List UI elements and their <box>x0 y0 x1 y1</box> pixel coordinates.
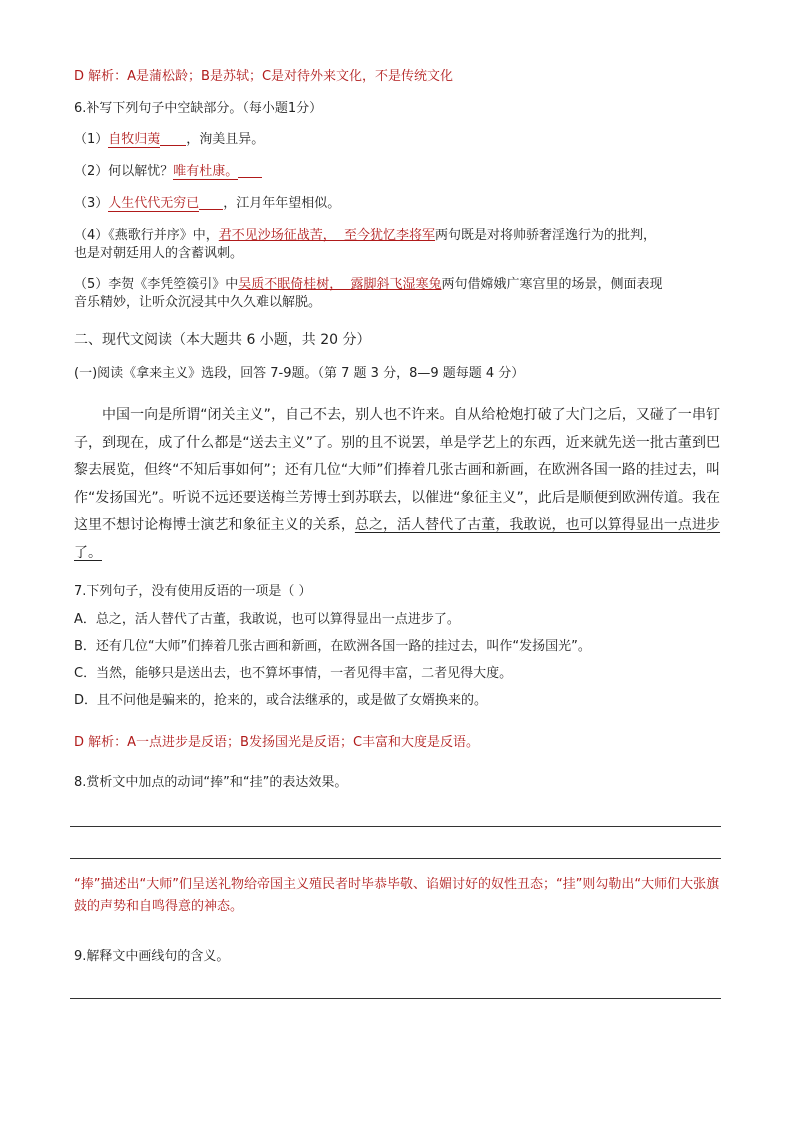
q6-item-3-answer: 人生代代无穷已 <box>108 196 200 211</box>
passage-underlined-sentence: 总之，活人替代了古董，我敢说，也可以算得显出一点进步了。 <box>74 517 721 561</box>
q7-option-b: B．还有几位“大师”们捧着几张古画和新画，在欧洲各国一路的挂过去，叫作“发扬国光”。 <box>74 639 591 654</box>
q6-item-4-pre: （4）《燕歌行并序》中， <box>74 228 219 243</box>
q6-item-2 <box>74 163 262 181</box>
passage-text: 中国一向是所谓“闭关主义”，自己不去，别人也不许来。自从给枪炮打破了大门之后，又碰了一串钉子，到现在，成了什么都是“送去主义”了。别的且不说罢，单是学艺上的东西，近来就先送一批古董到巴黎去展览，但终“不知后事如何”；还有几位“大师”们捧着几张古画和新画，在欧洲各国一路的挂过去，叫作“发扬国光”。听说不远还要送梅兰芳博士到苏联去，以催进“象征主义”，此后是顺便到欧洲传道。我在这里不想讨论梅博士演艺和象征主义的关系， <box>74 407 720 533</box>
q7-option-c: C．当然，能够只是送出去，也不算坏事情，一者见得丰富，二者见得大度。 <box>74 666 513 681</box>
q7-option-a: A．总之，活人替代了古董，我敢说，也可以算得显出一点进步了。 <box>74 612 460 627</box>
q6-title: 6.补写下列句子中空缺部分。（每小题1分） <box>74 101 323 116</box>
q8-stem: 8.赏析文中加点的动词“捧”和“挂”的表达效果。 <box>74 775 348 790</box>
answer-line <box>70 998 721 999</box>
q6-item-3-num: （3） <box>74 196 109 211</box>
blank-extension <box>160 131 186 146</box>
q6-item-5 <box>74 276 663 294</box>
q6-item-3-rest: ，江月年年望相似。 <box>223 196 341 211</box>
q7-answer: D 解析：A一点进步是反语；B发扬国光是反语；C丰富和大度是反语。 <box>74 735 480 750</box>
section-title: 二、现代文阅读（本大题共 6 小题，共 20 分） <box>74 332 371 348</box>
blank-extension <box>199 195 223 210</box>
q9-stem: 9.解释文中画线句的含义。 <box>74 949 230 964</box>
q6-item-5-line2: 音乐精妙，让听众沉浸其中久久难以解脱。 <box>74 295 322 310</box>
answer-line <box>70 826 721 827</box>
reading-passage <box>74 402 720 567</box>
q6-item-1-rest: ，洵美且异。 <box>186 132 265 147</box>
q6-item-5-post: 两句借嫦娥广寒宫里的场景，侧面表现 <box>441 277 663 292</box>
q6-item-4-line2: 也是对朝廷用人的含蓄讽刺。 <box>74 246 244 261</box>
q6-item-4 <box>74 227 656 245</box>
section-subtitle: (一)阅读《拿来主义》选段，回答 7-9题。（第 7 题 3 分，8—9 题每题 4 分） <box>74 366 525 381</box>
q6-item-5-answer: 吴质不眠倚桂树， 露脚斜飞湿寒兔 <box>238 277 442 292</box>
q6-item-5-pre: （5）李贺《李凭箜篌引》中 <box>74 277 239 292</box>
q6-item-1-num: （1） <box>74 132 109 147</box>
q7-stem: 7.下列句子，没有使用反语的一项是（ ） <box>74 584 312 599</box>
q6-item-3 <box>74 195 340 213</box>
q6-item-4-answer: 君不见沙场征战苦， 至今犹忆李将军 <box>218 228 436 243</box>
q6-item-1 <box>74 131 264 149</box>
q6-item-2-answer: 唯有杜康。 <box>173 164 239 179</box>
q6-item-4-post: 两句既是对将帅骄奢淫逸行为的批判， <box>435 228 657 243</box>
q8-answer: “捧”描述出“大师”们呈送礼物给帝国主义殖民者时毕恭毕敬、谄媚讨好的奴性丑态；“挂”则勾勒出“大师们大张旗鼓的声势和自鸣得意的神态。 <box>74 877 720 914</box>
q6-item-1-answer: 自牧归荑 <box>108 132 161 147</box>
answer-line <box>70 858 721 859</box>
q6-item-2-num: （2）何以解忧？ <box>74 164 174 179</box>
q5-answer: D 解析：A是蒲松龄；B是苏轼；C是对待外来文化，不是传统文化 <box>74 69 454 84</box>
blank-extension <box>238 163 262 178</box>
q7-option-d: D．且不问他是骗来的，抢来的，或合法继承的，或是做了女婿换来的。 <box>74 693 488 708</box>
